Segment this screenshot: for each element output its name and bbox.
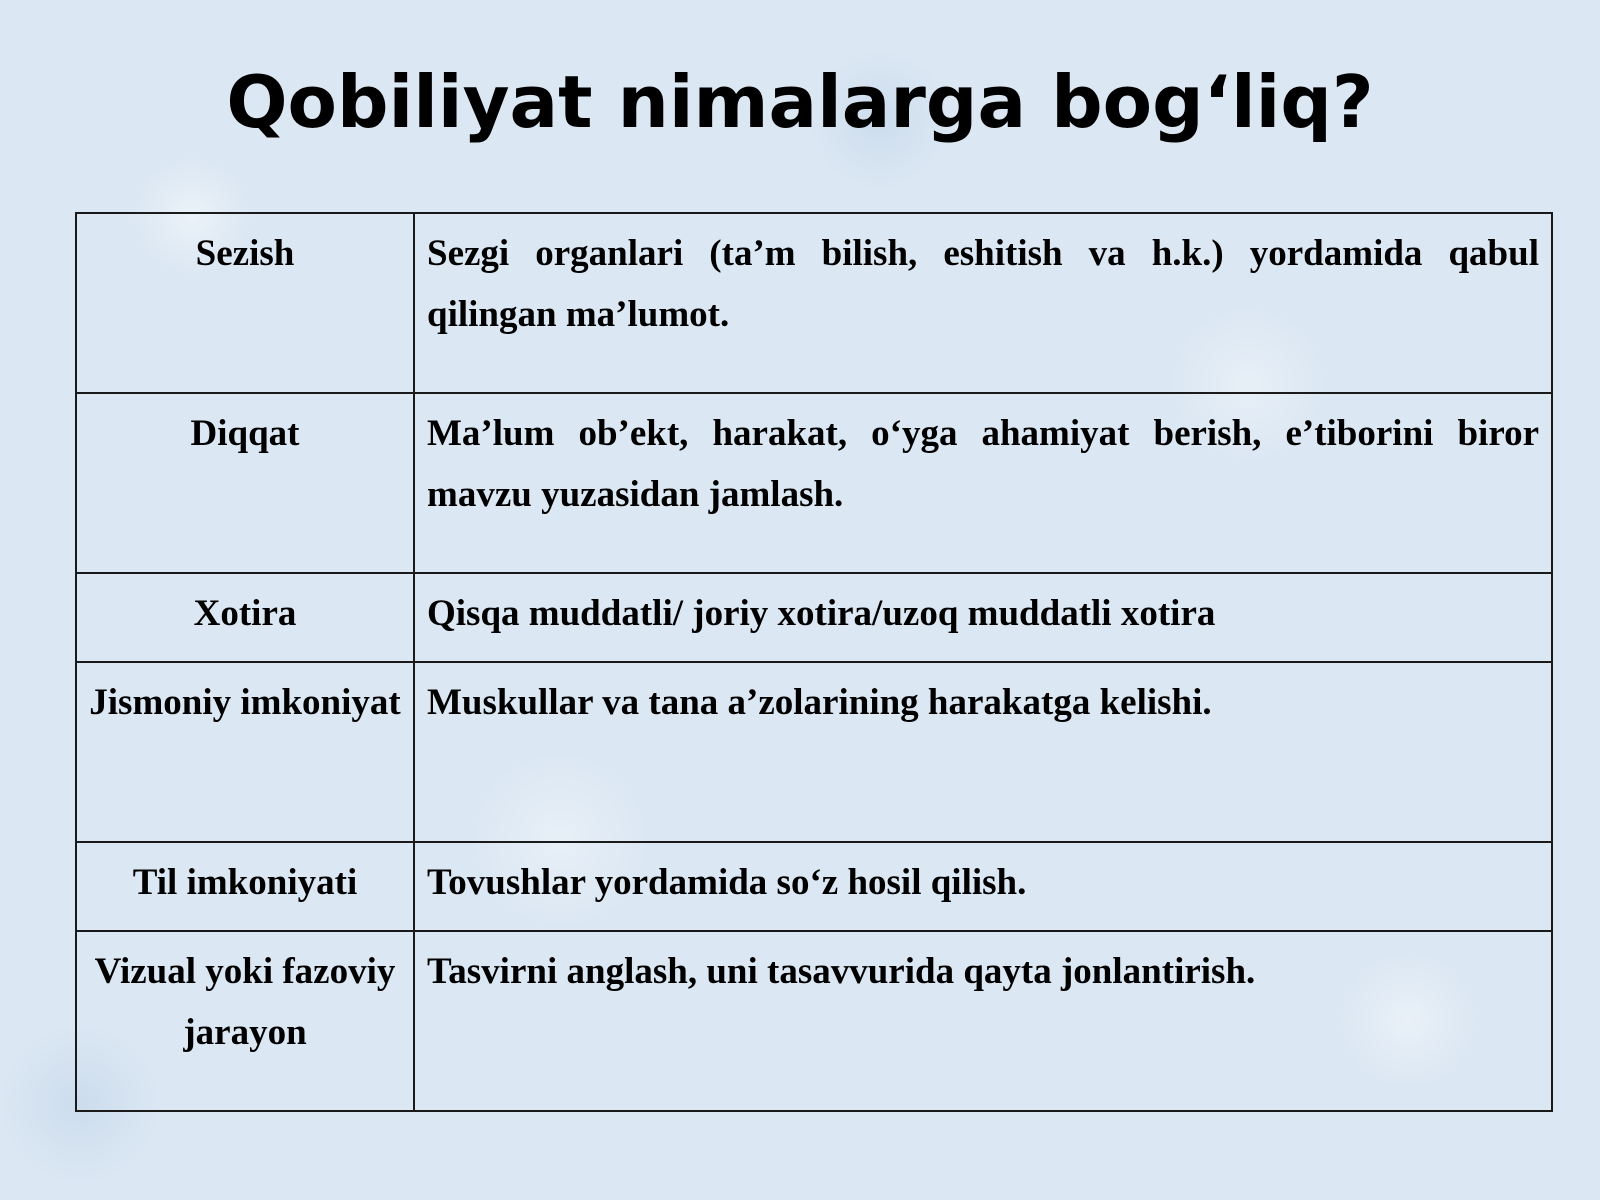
table-row-vizual-jarayon — [76, 931, 1552, 1111]
slide-title: Qobiliyat nimalarga bog‘liq? — [226, 60, 1374, 144]
description-cell: Tasvirni anglash, uni tasavvurida qayta jonlantirish. — [414, 931, 1552, 1111]
table-row-jismoniy-imkoniyat — [76, 662, 1552, 842]
term-cell: Diqqat — [76, 393, 414, 573]
description-cell: Ma’lum ob’ekt, harakat, o‘yga ahamiyat berish, e’tiborini biror mavzu yuzasidan jamlash. — [414, 393, 1552, 573]
description-cell: Qisqa muddatli/ joriy xotira/uzoq muddatli xotira — [414, 573, 1552, 662]
term-cell: Til imkoniyati — [76, 842, 414, 931]
table-row-sezish — [76, 213, 1552, 393]
description-cell: Tovushlar yordamida so‘z hosil qilish. — [414, 842, 1552, 931]
table-row-xotira — [76, 573, 1552, 662]
term-cell: Xotira — [76, 573, 414, 662]
description-cell: Muskullar va tana a’zolarining harakatga kelishi. — [414, 662, 1552, 842]
ability-table — [75, 212, 1553, 1112]
description-cell: Sezgi organlari (ta’m bilish, eshitish va h.k.) yordamida qabul qilingan ma’lumot. — [414, 213, 1552, 393]
table-row-diqqat — [76, 393, 1552, 573]
table-row-til-imkoniyati — [76, 842, 1552, 931]
term-cell: Vizual yoki fazoviy jarayon — [76, 931, 414, 1111]
term-cell: Sezish — [76, 213, 414, 393]
term-cell: Jismoniy imkoniyat — [76, 662, 414, 842]
